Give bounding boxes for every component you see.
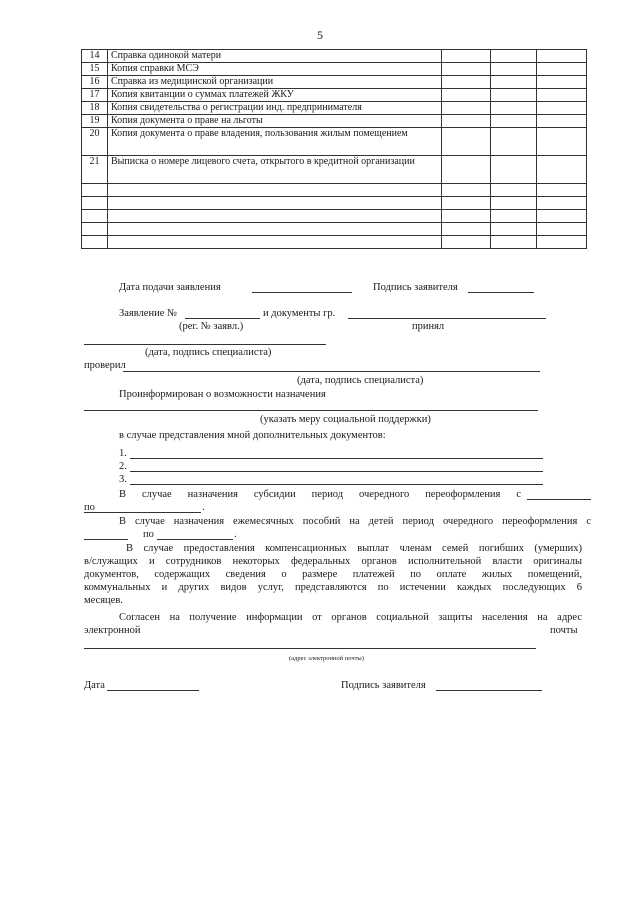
table-row-blank <box>82 197 587 210</box>
row-mark-cell[interactable] <box>442 128 491 156</box>
email-field[interactable] <box>84 648 536 649</box>
consent-line-1: Согласен на получение информации от органов социальной защиты населения на адрес <box>119 612 582 623</box>
row-mark-cell[interactable] <box>442 102 491 115</box>
row-mark-cell[interactable] <box>537 156 587 184</box>
social-support-field[interactable] <box>84 410 538 411</box>
table-row <box>82 50 587 63</box>
table-row-blank <box>82 210 587 223</box>
blank-cell[interactable] <box>491 210 537 223</box>
blank-cell[interactable] <box>82 210 108 223</box>
row-mark-cell[interactable] <box>537 50 587 63</box>
compensation-line-4: коммунальных и других видов услуг, представляются по истечении каждых последующих 6 <box>84 582 582 593</box>
submission-date-label: Дата подачи заявления <box>119 282 221 293</box>
applicant-signature-field[interactable] <box>468 292 534 293</box>
blank-cell[interactable] <box>491 223 537 236</box>
blank-cell[interactable] <box>108 184 442 197</box>
row-number: 14 <box>82 50 108 63</box>
row-mark-cell[interactable] <box>442 89 491 102</box>
row-mark-cell[interactable] <box>442 76 491 89</box>
monthly-to-label: по <box>143 529 154 540</box>
item-1-label: 1. <box>119 448 127 459</box>
row-document-name: Копия свидетельства о регистрации инд. предпринимателя <box>108 102 442 115</box>
monthly-to-field[interactable] <box>157 539 233 540</box>
table-row <box>82 102 587 115</box>
table-row <box>82 76 587 89</box>
blank-cell[interactable] <box>537 184 587 197</box>
table-row <box>82 156 587 184</box>
accepted-signature-field[interactable] <box>84 344 326 345</box>
final-signature-field[interactable] <box>436 690 542 691</box>
table-row-blank <box>82 184 587 197</box>
item-3-field[interactable] <box>130 484 543 485</box>
blank-cell[interactable] <box>491 197 537 210</box>
application-no-field[interactable] <box>185 318 260 319</box>
table-row-blank <box>82 223 587 236</box>
row-number: 17 <box>82 89 108 102</box>
row-mark-cell[interactable] <box>491 50 537 63</box>
accepted-label: принял <box>412 321 445 332</box>
blank-cell[interactable] <box>108 197 442 210</box>
blank-cell[interactable] <box>491 184 537 197</box>
blank-cell[interactable] <box>442 236 491 249</box>
blank-cell[interactable] <box>442 210 491 223</box>
checked-label: проверил <box>84 360 126 371</box>
blank-cell[interactable] <box>82 236 108 249</box>
social-support-hint: (указать меру социальной поддержки) <box>260 414 431 425</box>
email-hint: (адрес электронной почты) <box>289 655 364 662</box>
row-number: 21 <box>82 156 108 184</box>
citizen-name-field[interactable] <box>348 318 546 319</box>
row-mark-cell[interactable] <box>537 102 587 115</box>
row-document-name: Копия документа о праве на льготы <box>108 115 442 128</box>
row-document-name: Выписка о номере лицевого счета, открытого в кредитной организации <box>108 156 442 184</box>
subsidy-to-label: по <box>84 502 95 513</box>
compensation-line-2: в/служащих и сотрудников некоторых федеральных органов исполнительной власти оригиналы <box>84 556 582 567</box>
row-mark-cell[interactable] <box>537 63 587 76</box>
compensation-line-5: месяцев. <box>84 595 123 606</box>
row-mark-cell[interactable] <box>491 89 537 102</box>
page-number: 5 <box>317 28 323 42</box>
final-signature-label: Подпись заявителя <box>341 680 426 691</box>
monthly-text: В случае назначения ежемесячных пособий на детей период очередного переоформления с <box>119 516 591 527</box>
item-3-label: 3. <box>119 474 127 485</box>
row-mark-cell[interactable] <box>442 156 491 184</box>
checked-signature-field[interactable] <box>123 371 540 372</box>
blank-cell[interactable] <box>108 236 442 249</box>
applicant-signature-label: Подпись заявителя <box>373 282 458 293</box>
table-row-blank <box>82 236 587 249</box>
row-mark-cell[interactable] <box>491 76 537 89</box>
row-number: 16 <box>82 76 108 89</box>
row-mark-cell[interactable] <box>491 156 537 184</box>
blank-cell[interactable] <box>442 197 491 210</box>
additional-docs-label: в случае представления мной дополнительных документов: <box>119 430 386 441</box>
row-document-name: Справка из медицинской организации <box>108 76 442 89</box>
row-document-name: Копия квитанции о суммах платежей ЖКУ <box>108 89 442 102</box>
subsidy-to-field[interactable] <box>100 512 201 513</box>
date-label: Дата <box>84 680 105 691</box>
row-number: 18 <box>82 102 108 115</box>
row-document-name: Копия справки МСЭ <box>108 63 442 76</box>
blank-cell[interactable] <box>108 210 442 223</box>
row-number: 19 <box>82 115 108 128</box>
consent-line-2-right: почты <box>550 625 578 636</box>
row-mark-cell[interactable] <box>537 76 587 89</box>
specialist-signature-hint-2: (дата, подпись специалиста) <box>297 375 424 386</box>
table-row <box>82 128 587 156</box>
item-2-field[interactable] <box>130 471 543 472</box>
submission-date-field[interactable] <box>252 292 352 293</box>
row-mark-cell[interactable] <box>537 128 587 156</box>
blank-cell[interactable] <box>442 223 491 236</box>
row-mark-cell[interactable] <box>491 102 537 115</box>
table-row <box>82 115 587 128</box>
blank-cell[interactable] <box>82 223 108 236</box>
item-2-label: 2. <box>119 461 127 472</box>
table-row <box>82 89 587 102</box>
and-documents-label: и документы гр. <box>263 308 336 319</box>
reg-no-hint: (рег. № заявл.) <box>179 321 244 332</box>
compensation-line-1: В случае предоставления компенсационных выплат членам семей погибших (умерших) <box>126 543 582 554</box>
row-number: 20 <box>82 128 108 156</box>
blank-cell[interactable] <box>82 197 108 210</box>
row-mark-cell[interactable] <box>442 115 491 128</box>
compensation-line-3: документов, содержащих сведения о размере платежей по оплате жилых помещений, <box>84 569 582 580</box>
blank-cell[interactable] <box>537 223 587 236</box>
subsidy-text: В случае назначения субсидии период очередного переоформления с <box>119 489 521 500</box>
row-document-name: Справка одинокой матери <box>108 50 442 63</box>
row-mark-cell[interactable] <box>442 63 491 76</box>
blank-cell[interactable] <box>537 236 587 249</box>
row-mark-cell[interactable] <box>491 128 537 156</box>
row-mark-cell[interactable] <box>537 89 587 102</box>
subsidy-from-field[interactable] <box>527 499 591 500</box>
date-field[interactable] <box>107 690 199 691</box>
monthly-from-field[interactable] <box>84 539 128 540</box>
blank-cell[interactable] <box>108 223 442 236</box>
item-1-field[interactable] <box>130 458 543 459</box>
blank-cell[interactable] <box>537 197 587 210</box>
consent-line-2-left: электронной <box>84 625 141 636</box>
row-mark-cell[interactable] <box>491 63 537 76</box>
row-mark-cell[interactable] <box>442 50 491 63</box>
informed-label: Проинформирован о возможности назначения <box>119 389 326 400</box>
blank-cell[interactable] <box>491 236 537 249</box>
specialist-signature-hint: (дата, подпись специалиста) <box>145 347 272 358</box>
application-no-label: Заявление № <box>119 308 178 319</box>
blank-cell[interactable] <box>442 184 491 197</box>
table-row <box>82 63 587 76</box>
documents-table <box>81 49 587 249</box>
row-number: 15 <box>82 63 108 76</box>
blank-cell[interactable] <box>537 210 587 223</box>
row-mark-cell[interactable] <box>491 115 537 128</box>
row-mark-cell[interactable] <box>537 115 587 128</box>
blank-cell[interactable] <box>82 184 108 197</box>
row-document-name: Копия документа о праве владения, пользования жилым помещением <box>108 128 442 156</box>
